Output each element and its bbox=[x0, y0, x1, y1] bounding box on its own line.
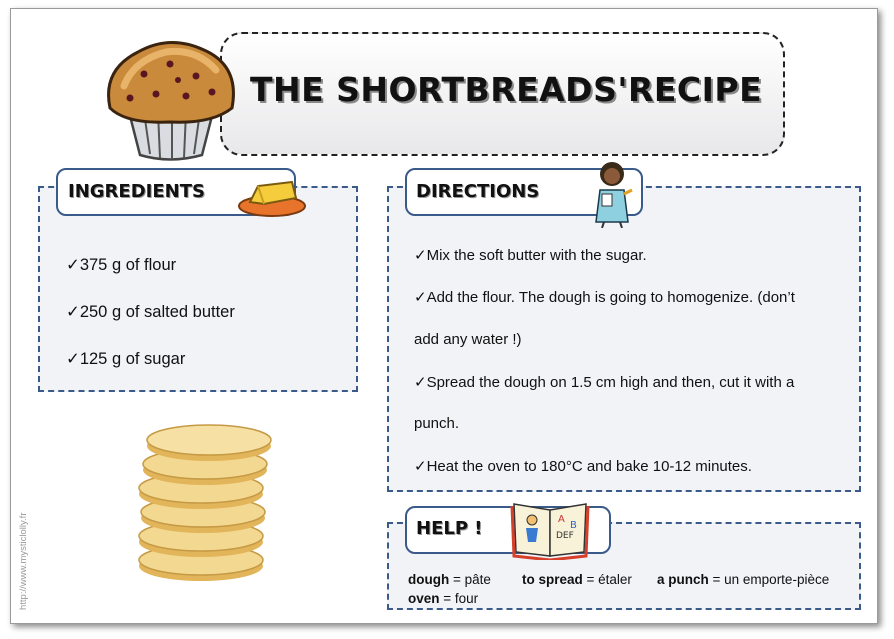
direction-line: ✓Heat the oven to 180°C and bake 10-12 minutes. bbox=[414, 458, 752, 475]
help-term-to-spread: to spread = étaler bbox=[522, 572, 632, 587]
help-term-dough: dough = pâte bbox=[408, 572, 491, 587]
svg-text:B: B bbox=[570, 520, 577, 531]
direction-line: ✓Add the flour. The dough is going to homogenize. (don’t bbox=[414, 289, 795, 306]
direction-line: ✓Mix the soft butter with the sugar. bbox=[414, 247, 647, 264]
direction-line: punch. bbox=[414, 415, 460, 432]
muffin-icon bbox=[100, 30, 240, 162]
svg-text:DEF: DEF bbox=[556, 531, 574, 541]
help-heading: HELP ! bbox=[416, 518, 483, 539]
teacher-icon bbox=[588, 160, 640, 228]
ingredient-item: ✓125 g of sugar bbox=[66, 350, 186, 368]
butter-icon bbox=[236, 174, 308, 218]
help-term-oven: oven = four bbox=[408, 591, 479, 606]
credit-url: http://www.mysticlolly.fr bbox=[18, 512, 29, 610]
shortbread-stack-image bbox=[126, 420, 276, 586]
help-term-a-punch: a punch = un emporte-pièce bbox=[657, 572, 830, 587]
ingredient-item: ✓250 g of salted butter bbox=[66, 303, 235, 321]
ingredient-item: ✓375 g of flour bbox=[66, 256, 177, 274]
direction-line: add any water !) bbox=[414, 331, 522, 348]
ingredients-heading: INGREDIENTS bbox=[68, 181, 205, 202]
page-title: THE SHORTBREADS'RECIPE bbox=[250, 70, 763, 109]
book-icon bbox=[510, 498, 590, 560]
svg-text:A: A bbox=[558, 514, 565, 525]
directions-heading: DIRECTIONS bbox=[416, 181, 540, 202]
direction-line: ✓Spread the dough on 1.5 cm high and then, cut it with a bbox=[414, 374, 795, 391]
